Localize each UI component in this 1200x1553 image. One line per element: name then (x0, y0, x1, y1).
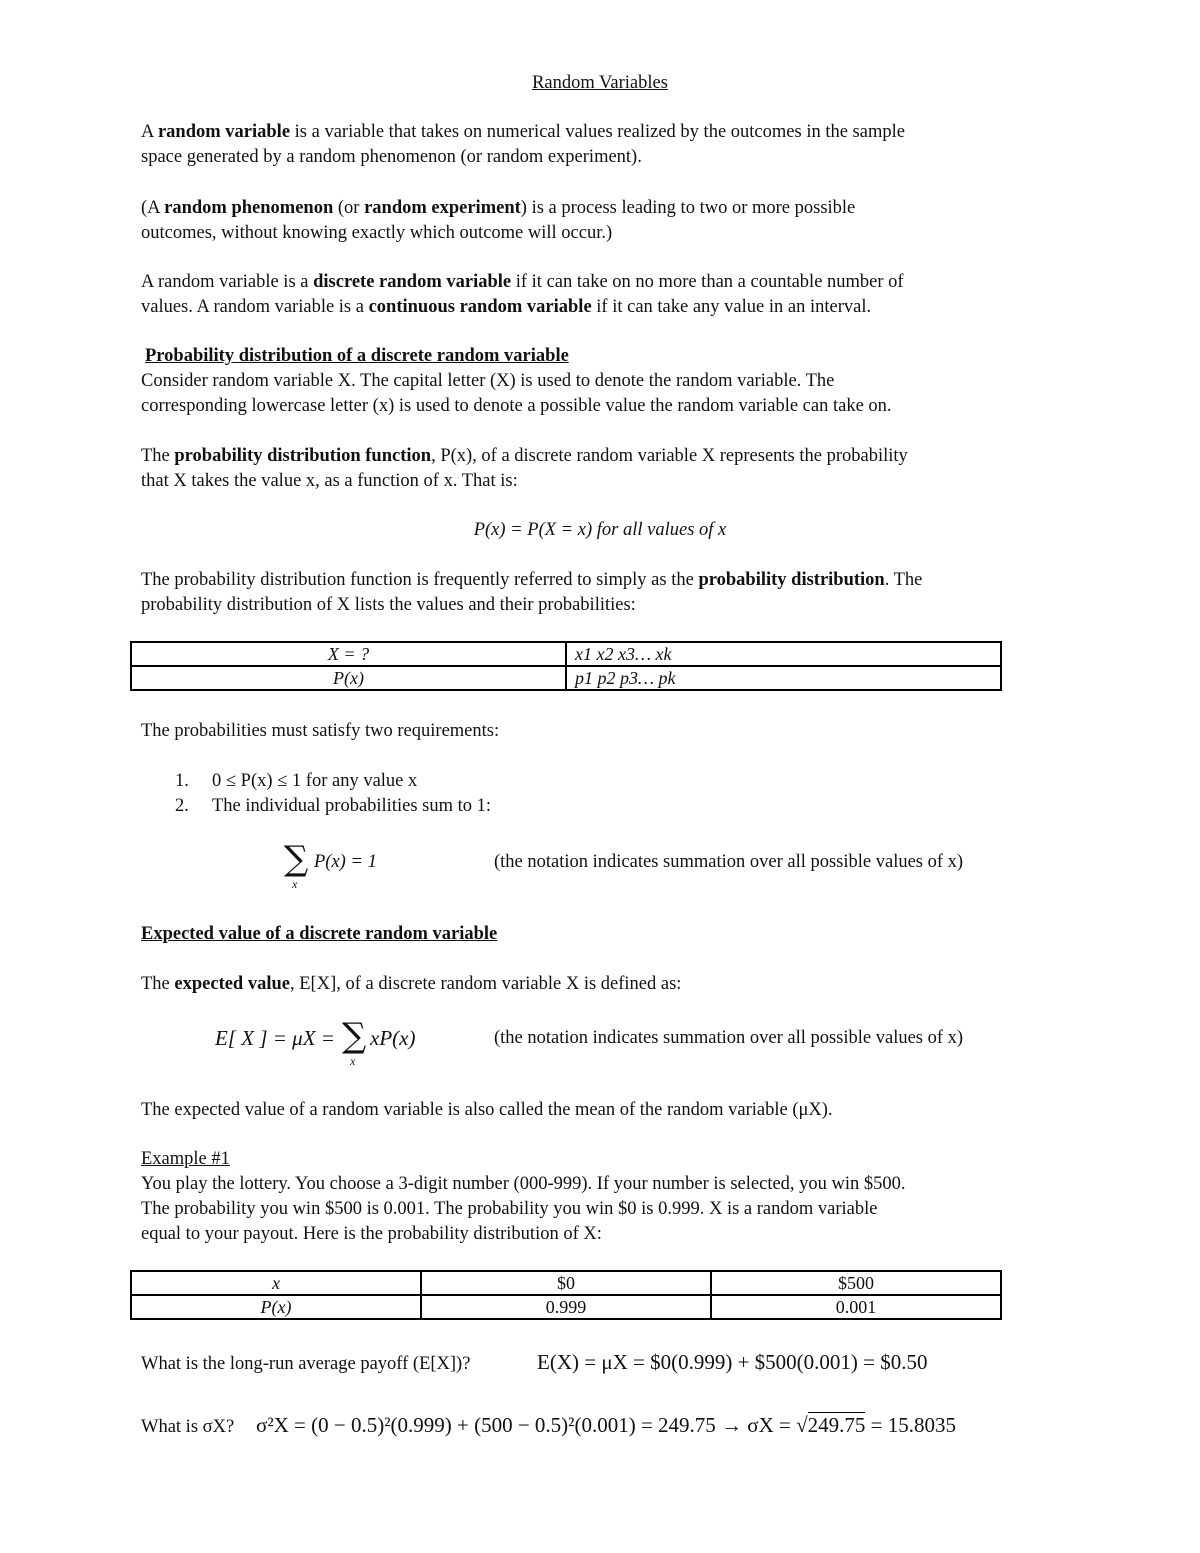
requirement-1-number: 1. (175, 771, 189, 791)
requirement-2-number: 2. (175, 796, 189, 816)
section-heading-distribution: Probability distribution of a discrete random variable (145, 346, 569, 366)
example-heading: Example #1 (141, 1149, 230, 1169)
expected-value-formula-right: xP(x) (370, 1026, 416, 1050)
section1-line-6: probability distribution of X lists the values and their probabilities: (141, 595, 636, 615)
table-row (131, 1295, 1001, 1319)
sum-note: (the notation indicates summation over all possible values of x) (494, 852, 964, 872)
table-row (131, 1271, 1001, 1295)
intro-line-2: space generated by a random phenomenon (or random experiment). (141, 147, 642, 167)
requirement-2: The individual probabilities sum to 1: (212, 796, 492, 816)
expected-value-note: (the notation indicates summation over all possible values of x) (494, 1028, 964, 1048)
section1-line-4: that X takes the value x, as a function of x. That is: (141, 471, 518, 491)
table-cell: $500 (711, 1271, 1001, 1295)
sum-formula: P(x) = 1 (314, 852, 377, 872)
summation-symbol: ∑ (284, 839, 309, 879)
table-cell-label: P(x) (131, 666, 566, 690)
table-cell: 0.001 (711, 1295, 1001, 1319)
section2-line-1: The expected value, E[X], of a discrete random variable X is defined as: (141, 974, 682, 994)
summation-symbol: ∑ (342, 1016, 367, 1056)
section1-line-3: The probability distribution function, P(x), of a discrete random variable X represents the probability (141, 446, 908, 466)
requirement-1: 0 ≤ P(x) ≤ 1 for any value x (212, 771, 418, 791)
intro-line-1: A random variable is a variable that takes on numerical values realized by the outcomes in the sample (141, 122, 905, 142)
table-cell: $0 (421, 1271, 711, 1295)
distribution-table (130, 641, 1002, 691)
intro-line-6: values. A random variable is a continuous random variable if it can take any value in an interval. (141, 297, 872, 317)
page-title: Random Variables (532, 73, 668, 93)
section1-line-2: corresponding lowercase letter (x) is used to denote a possible value the random variable can take on. (141, 396, 892, 416)
summation-index: x (350, 1054, 356, 1068)
question-2: What is σX? (141, 1417, 235, 1437)
section-heading-expected-value: Expected value of a discrete random variable (141, 924, 498, 944)
example-line-2: The probability you win $500 is 0.001. The probability you win $0 is 0.999. X is a random variable (141, 1199, 878, 1219)
summation-index: x (292, 877, 298, 891)
table-row (131, 666, 1001, 690)
section1-line-1: Consider random variable X. The capital letter (X) is used to denote the random variable. The (141, 371, 835, 391)
question-2-formula: σ²X = (0 − 0.5)²(0.999) + (500 − 0.5)²(0.001) = 249.75 → σX = √249.75 = 15.8035 (256, 1413, 956, 1437)
intro-line-3: (A random phenomenon (or random experiment) is a process leading to two or more possible (141, 198, 856, 218)
lottery-table (130, 1270, 1002, 1320)
example-line-3: equal to your payout. Here is the probability distribution of X: (141, 1224, 602, 1244)
intro-line-4: outcomes, without knowing exactly which outcome will occur.) (141, 223, 613, 243)
question-1-formula: E(X) = μX = $0(0.999) + $500(0.001) = $0.50 (537, 1350, 928, 1374)
pmf-formula: P(x) = P(X = x) for all values of x (473, 520, 727, 540)
expected-value-formula-left: E[ X ] = μX = (215, 1026, 335, 1050)
table-cell-values: x1 x2 x3… xk (566, 642, 1001, 666)
table-cell-values: p1 p2 p3… pk (566, 666, 1001, 690)
table-cell: 0.999 (421, 1295, 711, 1319)
example-line-1: You play the lottery. You choose a 3-digit number (000-999). If your number is selected, you win $500. (141, 1174, 906, 1194)
section2-line-2: The expected value of a random variable is also called the mean of the random variable (μX). (141, 1100, 833, 1120)
table-cell-label: P(x) (131, 1295, 421, 1319)
table-cell-label: X = ? (131, 642, 566, 666)
table-cell-label: x (131, 1271, 421, 1295)
section1-line-5: The probability distribution function is frequently referred to simply as the probability distribution. The (141, 570, 923, 590)
intro-line-5: A random variable is a discrete random variable if it can take on no more than a countable number of (141, 272, 904, 292)
requirements-intro: The probabilities must satisfy two requirements: (141, 721, 500, 741)
question-1: What is the long-run average payoff (E[X])? (141, 1354, 471, 1374)
table-row (131, 642, 1001, 666)
